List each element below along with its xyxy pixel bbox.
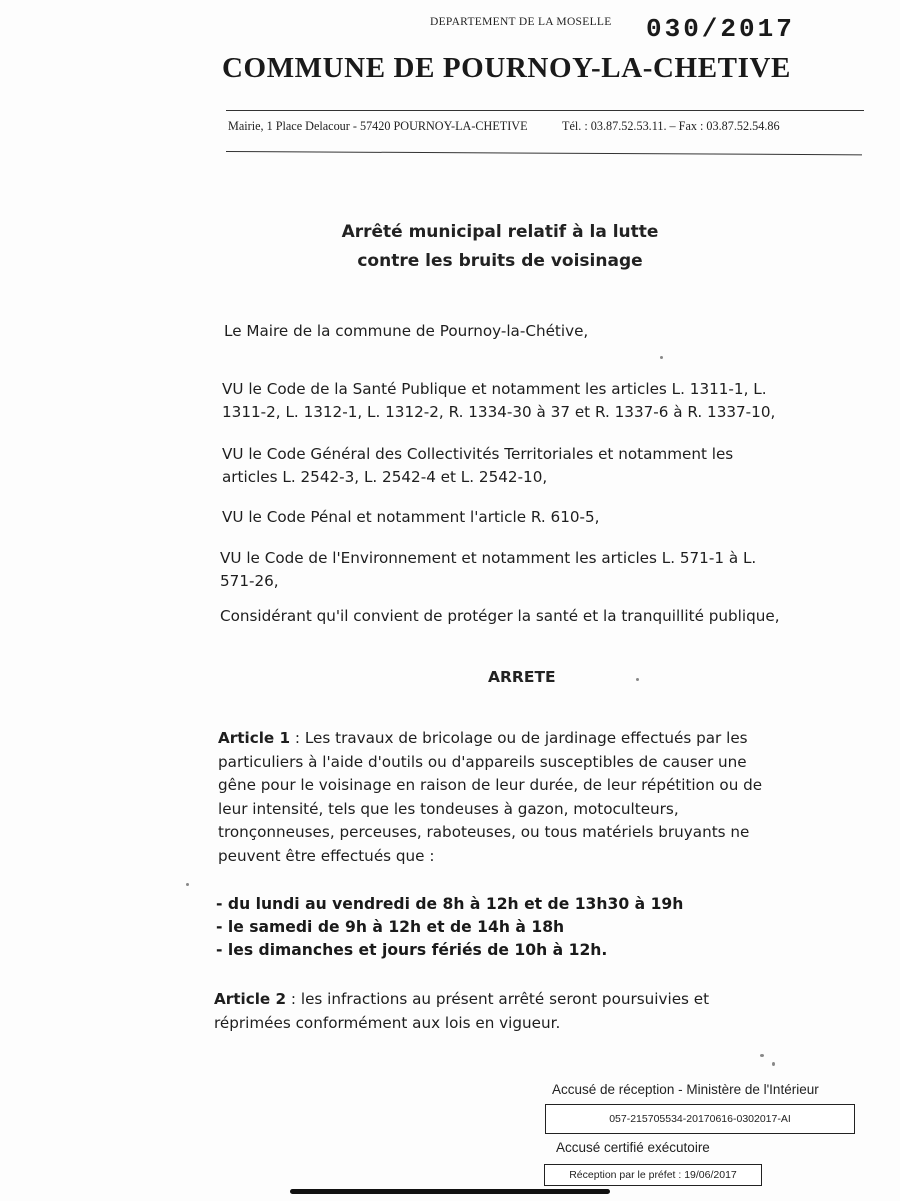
- vu-sante-publique: VU le Code de la Santé Publique et notamment les articles L. 1311-1, L. 1311-2, L. 1312-1, L. 1312-2, R. 1334-30 à 37 et R. 1337-6 à R. 1337-10,: [222, 380, 776, 421]
- phone-fax: Tél. : 03.87.52.53.11. – Fax : 03.87.52.54.86: [562, 119, 780, 133]
- vu-code-penal: VU le Code Pénal et notamment l'article R. 610-5,: [222, 508, 600, 526]
- header-rule-bottom: [226, 151, 862, 155]
- commune-title: COMMUNE DE POURNOY-LA-CHETIVE: [222, 52, 791, 84]
- home-indicator[interactable]: [290, 1189, 610, 1194]
- receipt-id-box: [545, 1104, 855, 1134]
- schedule-sunday-holiday: - les dimanches et jours fériés de 10h à 12h.: [216, 941, 608, 959]
- arrete-heading: ARRETE: [488, 668, 556, 686]
- schedule-saturday: - le samedi de 9h à 12h et de 14h à 18h: [216, 918, 565, 936]
- article-1: Article 1 : Les travaux de bricolage ou de jardinage effectués par les particuliers à l'aide d'outils ou d'appareils susceptibles de causer une gêne pour le voisinage en raison de leur durée, de leur répétition ou de leur intensité, tels que les tondeuses à gazon, motoculteurs, tronçonneuses, perceuses, raboteuses, ou tous matériels bruyants ne peuvent être effectués que :: [218, 729, 763, 865]
- article-2-label: Article 2: [214, 990, 287, 1008]
- article-1-label: Article 1: [218, 729, 291, 747]
- maire-line: Le Maire de la commune de Pournoy-la-Chétive,: [224, 322, 589, 340]
- receipt-id: 057-215705534-20170616-0302017-AI: [609, 1113, 791, 1125]
- scan-speck: [186, 883, 189, 886]
- schedule-weekday: - du lundi au vendredi de 8h à 12h et de 13h30 à 19h: [216, 895, 684, 913]
- schedule-list: [216, 893, 683, 962]
- mairie-address: Mairie, 1 Place Delacour - 57420 POURNOY-LA-CHETIVE: [228, 119, 528, 133]
- receipt-label: Accusé de réception - Ministère de l'Intérieur: [552, 1082, 819, 1097]
- prefect-receipt: Réception par le préfet : 19/06/2017: [569, 1169, 737, 1181]
- considerant: Considérant qu'il convient de protéger la santé et la tranquillité publique,: [220, 607, 780, 625]
- scan-speck: [772, 1062, 775, 1066]
- vu-environnement: VU le Code de l'Environnement et notamment les articles L. 571-1 à L. 571-26,: [220, 549, 757, 590]
- department-label: DEPARTEMENT DE LA MOSELLE: [430, 16, 612, 28]
- scan-speck: [760, 1054, 764, 1057]
- article-2: Article 2 : les infractions au présent arrêté seront poursuivies et réprimées conformément aux lois en vigueur.: [214, 990, 710, 1032]
- reference-number: 030/2017: [646, 14, 795, 44]
- certified-label: Accusé certifié exécutoire: [556, 1140, 710, 1155]
- title-line-2: contre les bruits de voisinage: [357, 251, 643, 271]
- vu-collectivites: VU le Code Général des Collectivités Territoriales et notamment les articles L. 2542-3, L. 2542-4 et L. 2542-10,: [222, 445, 734, 486]
- scan-speck: [660, 356, 663, 359]
- header-rule-top: [226, 110, 864, 111]
- scan-speck: [636, 678, 639, 681]
- document-title: [240, 218, 760, 276]
- title-line-1: Arrêté municipal relatif à la lutte: [341, 222, 659, 242]
- prefect-receipt-box: [544, 1164, 762, 1186]
